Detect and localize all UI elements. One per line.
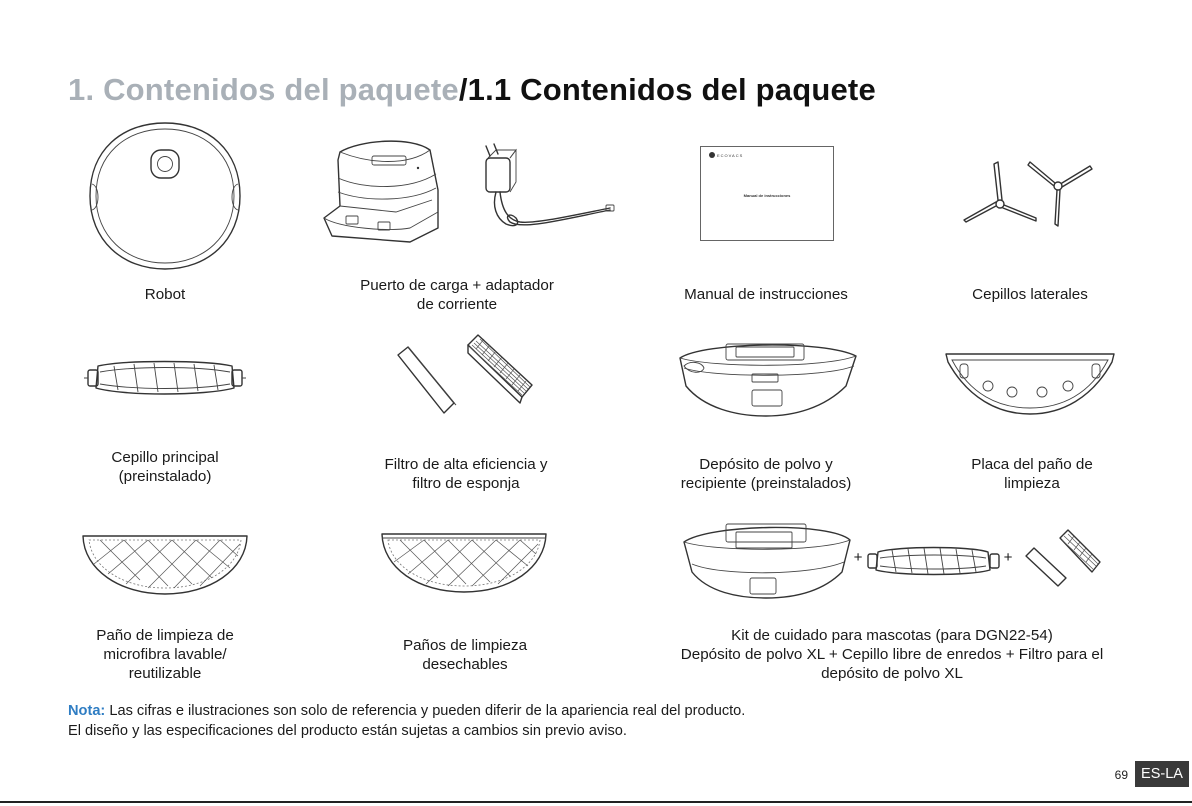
manual-cover-title: Manual de instrucciones [743, 193, 791, 198]
disclaimer-note [68, 701, 745, 741]
caption-main-brush [65, 448, 265, 486]
caption-line: Depósito de polvo XL + Cepillo libre de enredos + Filtro para el [680, 646, 1104, 663]
note-line-1 [68, 701, 745, 721]
page-number: 69 [1114, 768, 1128, 782]
caption-robot [95, 285, 235, 304]
caption-line: desechables [422, 656, 508, 673]
caption-filters [336, 455, 596, 493]
main-brush-illustration [84, 358, 246, 398]
charging-dock-illustration [320, 132, 620, 250]
caption-line: microfibra lavable/ [103, 646, 227, 663]
dustbin-illustration [674, 338, 860, 424]
caption-line: Kit de cuidado para mascotas (para DGN22-54) [731, 627, 1053, 644]
caption-line: Cepillo principal [111, 449, 219, 466]
manual-cover-brand: ECOVACS [717, 153, 744, 158]
mop-plate-illustration [942, 348, 1118, 418]
caption-line: Paño de limpieza de [96, 627, 234, 644]
bottom-divider [0, 801, 1192, 803]
caption-line: Manual de instrucciones [684, 286, 848, 303]
caption-line: recipiente (preinstalados) [680, 475, 852, 492]
caption-line: de corriente [416, 296, 498, 313]
caption-line: Paños de limpieza [402, 637, 528, 654]
language-badge: ES-LA [1135, 761, 1189, 787]
caption-manual [646, 285, 886, 304]
caption-side-brushes [940, 285, 1120, 304]
caption-line: Robot [144, 286, 186, 303]
caption-line: Filtro de alta eficiencia y [384, 456, 548, 473]
caption-line: Depósito de polvo y [699, 456, 833, 473]
caption-line: (preinstalado) [118, 468, 212, 485]
caption-line: Puerto de carga + adaptador [360, 277, 554, 294]
caption-line: depósito de polvo XL [821, 665, 963, 682]
note-text-1: Las cifras e ilustraciones son solo de referencia y pueden diferir de la apariencia real del producto. [105, 703, 746, 719]
caption-charging-dock [317, 276, 597, 314]
caption-line: reutilizable [128, 665, 202, 682]
caption-line: Placa del paño de [971, 456, 1093, 473]
note-line-2: El diseño y las especificaciones del producto están sujetas a cambios sin previo aviso. [68, 723, 627, 739]
plus-sign: + [1003, 549, 1013, 566]
caption-dustbin [646, 455, 886, 493]
caption-line: limpieza [1004, 475, 1060, 492]
manual-illustration [700, 146, 834, 242]
filters-illustration [396, 333, 536, 425]
caption-pet-kit [652, 626, 1132, 683]
note-label: Nota: [68, 703, 106, 719]
disposable-mops-illustration [380, 530, 548, 596]
washable-mop-illustration [80, 528, 250, 598]
robot-illustration [86, 120, 244, 272]
section-title: 1. Contenidos del paquete [68, 72, 459, 107]
side-brushes-illustration [962, 160, 1096, 230]
page-title [68, 72, 876, 108]
caption-washable-mop [65, 626, 265, 683]
plus-sign: + [853, 549, 863, 566]
subsection-title: /1.1 Contenidos del paquete [458, 72, 876, 107]
caption-line: Cepillos laterales [972, 286, 1088, 303]
caption-line: filtro de esponja [412, 475, 520, 492]
caption-mop-plate [932, 455, 1132, 493]
caption-disposable-mops [365, 636, 565, 674]
pet-kit-illustration [680, 516, 1100, 604]
